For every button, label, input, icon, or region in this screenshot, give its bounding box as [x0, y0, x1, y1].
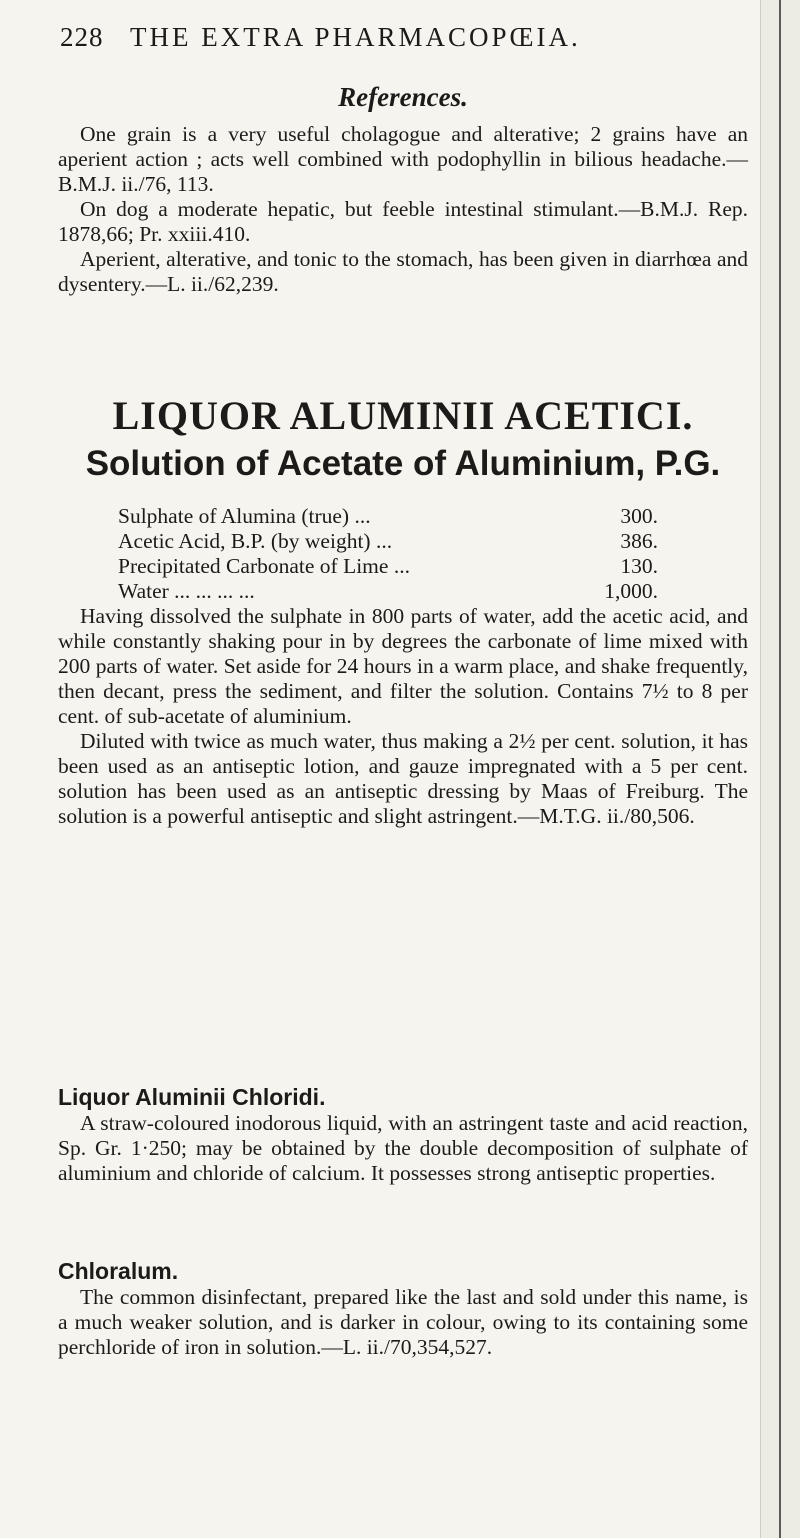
formula-ingredient: Sulphate of Alumina (true) ...	[118, 504, 371, 528]
formula-quantity: 1,000.	[604, 579, 658, 603]
chloridi-paragraph: A straw-coloured inodorous liquid, with an astringent taste and acid reaction, Sp. Gr. 1·250; may be obtained by the double decomposition of sulphate of aluminium and chloride of calcium. It possesses strong antiseptic properties.	[58, 1111, 748, 1185]
formula-row	[118, 529, 658, 554]
formula-quantity: 300.	[620, 504, 658, 528]
page-number: 228	[60, 22, 104, 52]
formula-table	[118, 504, 658, 604]
formula-ingredient: Water ... ... ... ...	[118, 579, 255, 603]
running-header	[60, 22, 710, 53]
chloridi-heading: Liquor Aluminii Chloridi.	[58, 1084, 326, 1110]
liquor-body	[58, 604, 748, 829]
reference-paragraph: One grain is a very useful cholagogue and alterative; 2 grains have an aperient action ; acts well combined with podophyllin in bilious headache.—B.M.J. ii./76, 113.	[58, 122, 748, 196]
chloralum-heading: Chloralum.	[58, 1258, 179, 1284]
references-body	[58, 122, 748, 297]
liquor-paragraph: Having dissolved the sulphate in 800 parts of water, add the acetic acid, and while constantly shaking pour in by degrees the carbonate of lime mixed with 200 parts of water. Set aside for 24 hours in a warm place, and shake frequently, then decant, press the sediment, and filter the solution. Contains 7½ to 8 per cent. of sub-acetate of aluminium.	[58, 604, 748, 728]
formula-row	[118, 579, 658, 604]
formula-row	[118, 554, 658, 579]
references-heading-wrap	[58, 82, 748, 113]
page-gutter-line	[779, 0, 781, 1538]
liquor-title: LIQUOR ALUMINII ACETICI.	[112, 393, 694, 438]
chloralum-paragraph: The common disinfectant, prepared like the last and sold under this name, is a much weaker solution, and is darker in colour, owing to its containing some perchloride of iron in solution.—L. ii./70,354,527.	[58, 1285, 748, 1359]
formula-quantity: 130.	[620, 554, 658, 578]
reference-paragraph: Aperient, alterative, and tonic to the stomach, has been given in diarrhœa and dysentery.—L. ii./62,239.	[58, 247, 748, 296]
chloridi-section	[58, 1084, 748, 1186]
formula-ingredient: Acetic Acid, B.P. (by weight) ...	[118, 529, 393, 553]
liquor-subtitle-wrap	[58, 444, 748, 484]
chloralum-section	[58, 1258, 748, 1360]
formula-row	[118, 504, 658, 529]
formula-quantity: 386.	[620, 529, 658, 553]
running-title: THE EXTRA PHARMACOPŒIA.	[130, 22, 581, 52]
formula-ingredient: Precipitated Carbonate of Lime ...	[118, 554, 410, 578]
liquor-subtitle: Solution of Acetate of Aluminium, P.G.	[85, 444, 721, 483]
references-heading: References.	[338, 82, 468, 112]
liquor-title-wrap	[58, 392, 748, 439]
liquor-paragraph: Diluted with twice as much water, thus making a 2½ per cent. solution, it has been used as an antiseptic lotion, and gauze impregnated with a 5 per cent. solution has been used as an antiseptic dressing by Maas of Freiburg. The solution is a powerful antiseptic and slight astringent.—M.T.G. ii./80,506.	[58, 729, 748, 828]
reference-paragraph: On dog a moderate hepatic, but feeble intestinal stimulant.—B.M.J. Rep. 1878,66; Pr. xxiii.410.	[58, 197, 748, 246]
